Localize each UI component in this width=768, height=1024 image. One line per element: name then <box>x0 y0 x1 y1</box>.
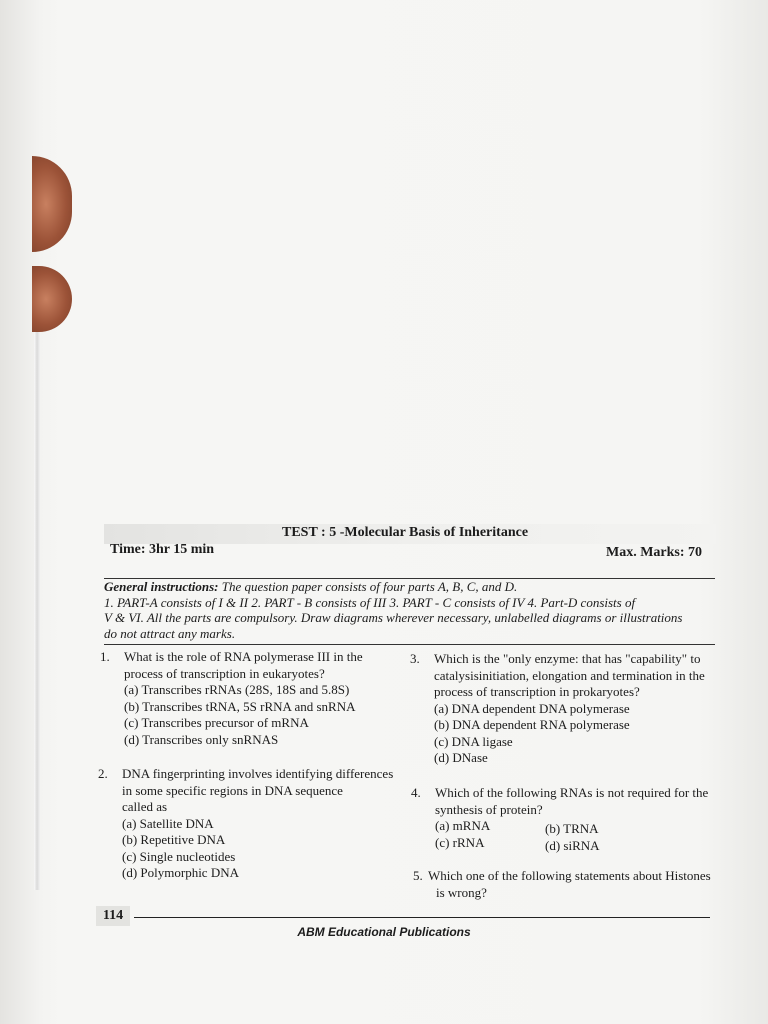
question-text: Which of the following RNAs is not required for the <box>435 785 709 800</box>
question-text: process of transcription in prokaryotes? <box>434 684 640 699</box>
question-text: process of transcription in eukaryotes? <box>124 665 325 681</box>
thumb-shadow <box>32 156 72 252</box>
option: (d) Transcribes only snRNAS <box>124 731 279 747</box>
option: (c) Single nucleotides <box>122 848 236 864</box>
question-text: synthesis of protein? <box>435 801 543 817</box>
option: (d) Polymorphic DNA <box>122 865 239 880</box>
option: (c) Transcribes precursor of mRNA <box>124 715 309 730</box>
question-text: Which one of the following statements about Histones <box>428 868 711 883</box>
option: (a) Satellite DNA <box>122 815 214 831</box>
finger-shadow <box>32 266 72 332</box>
option: (a) DNA dependent DNA polymerase <box>434 700 630 716</box>
question-number: 4. <box>411 785 421 800</box>
instructions-line: V & VI. All the parts are compulsory. Draw diagrams wherever necessary, unlabelled diagrams or illustrations <box>104 610 683 625</box>
question-number: 2. <box>98 766 108 781</box>
publisher-name: ABM Educational Publications <box>297 925 471 939</box>
question-number: 3. <box>410 651 420 666</box>
instructions-line: The question paper consists of four parts A, B, C, and D. <box>218 579 518 594</box>
max-marks: Max. Marks: 70 <box>606 545 703 560</box>
general-instructions <box>104 579 716 641</box>
test-title: TEST : 5 -Molecular Basis of Inheritance <box>282 525 529 540</box>
divider <box>104 644 715 645</box>
question-text: in some specific regions in DNA sequence <box>122 782 343 798</box>
option: (a) mRNA <box>435 818 491 833</box>
question-text: What is the role of RNA polymerase III in the <box>124 649 363 664</box>
footer-rule <box>134 917 710 918</box>
book-spine <box>34 330 40 890</box>
question-text: Which is the "only enzyme: that has "capability" to <box>434 651 701 666</box>
option: (a) Transcribes rRNAs (28S, 18S and 5.8S) <box>124 682 350 697</box>
question-number: 5. <box>413 868 423 883</box>
question-text: DNA fingerprinting involves identifying differences <box>122 766 394 781</box>
instructions-line: 1. PART-A consists of I & II 2. PART - B consists of III 3. PART - C consists of IV 4. Part-D consists of <box>104 594 636 610</box>
option: (d) DNase <box>434 750 488 765</box>
option: (b) DNA dependent RNA polymerase <box>434 717 630 732</box>
question-text: is wrong? <box>436 884 487 900</box>
instructions-heading: General instructions: <box>104 579 219 594</box>
option: (b) Repetitive DNA <box>122 832 226 847</box>
question-number: 1. <box>100 649 110 664</box>
instructions-line: do not attract any marks. <box>104 625 236 641</box>
page-number: 114 <box>96 906 130 926</box>
option: (c) rRNA <box>435 835 485 850</box>
time-allowed: Time: 3hr 15 min <box>110 542 215 557</box>
option: (c) DNA ligase <box>434 733 513 749</box>
option: (b) Transcribes tRNA, 5S rRNA and snRNA <box>124 698 356 714</box>
question-text: catalysisinitiation, elongation and termination in the <box>434 667 705 683</box>
option: (b) TRNA <box>545 821 599 836</box>
question-text: called as <box>122 799 168 814</box>
option: (d) siRNA <box>545 838 600 853</box>
